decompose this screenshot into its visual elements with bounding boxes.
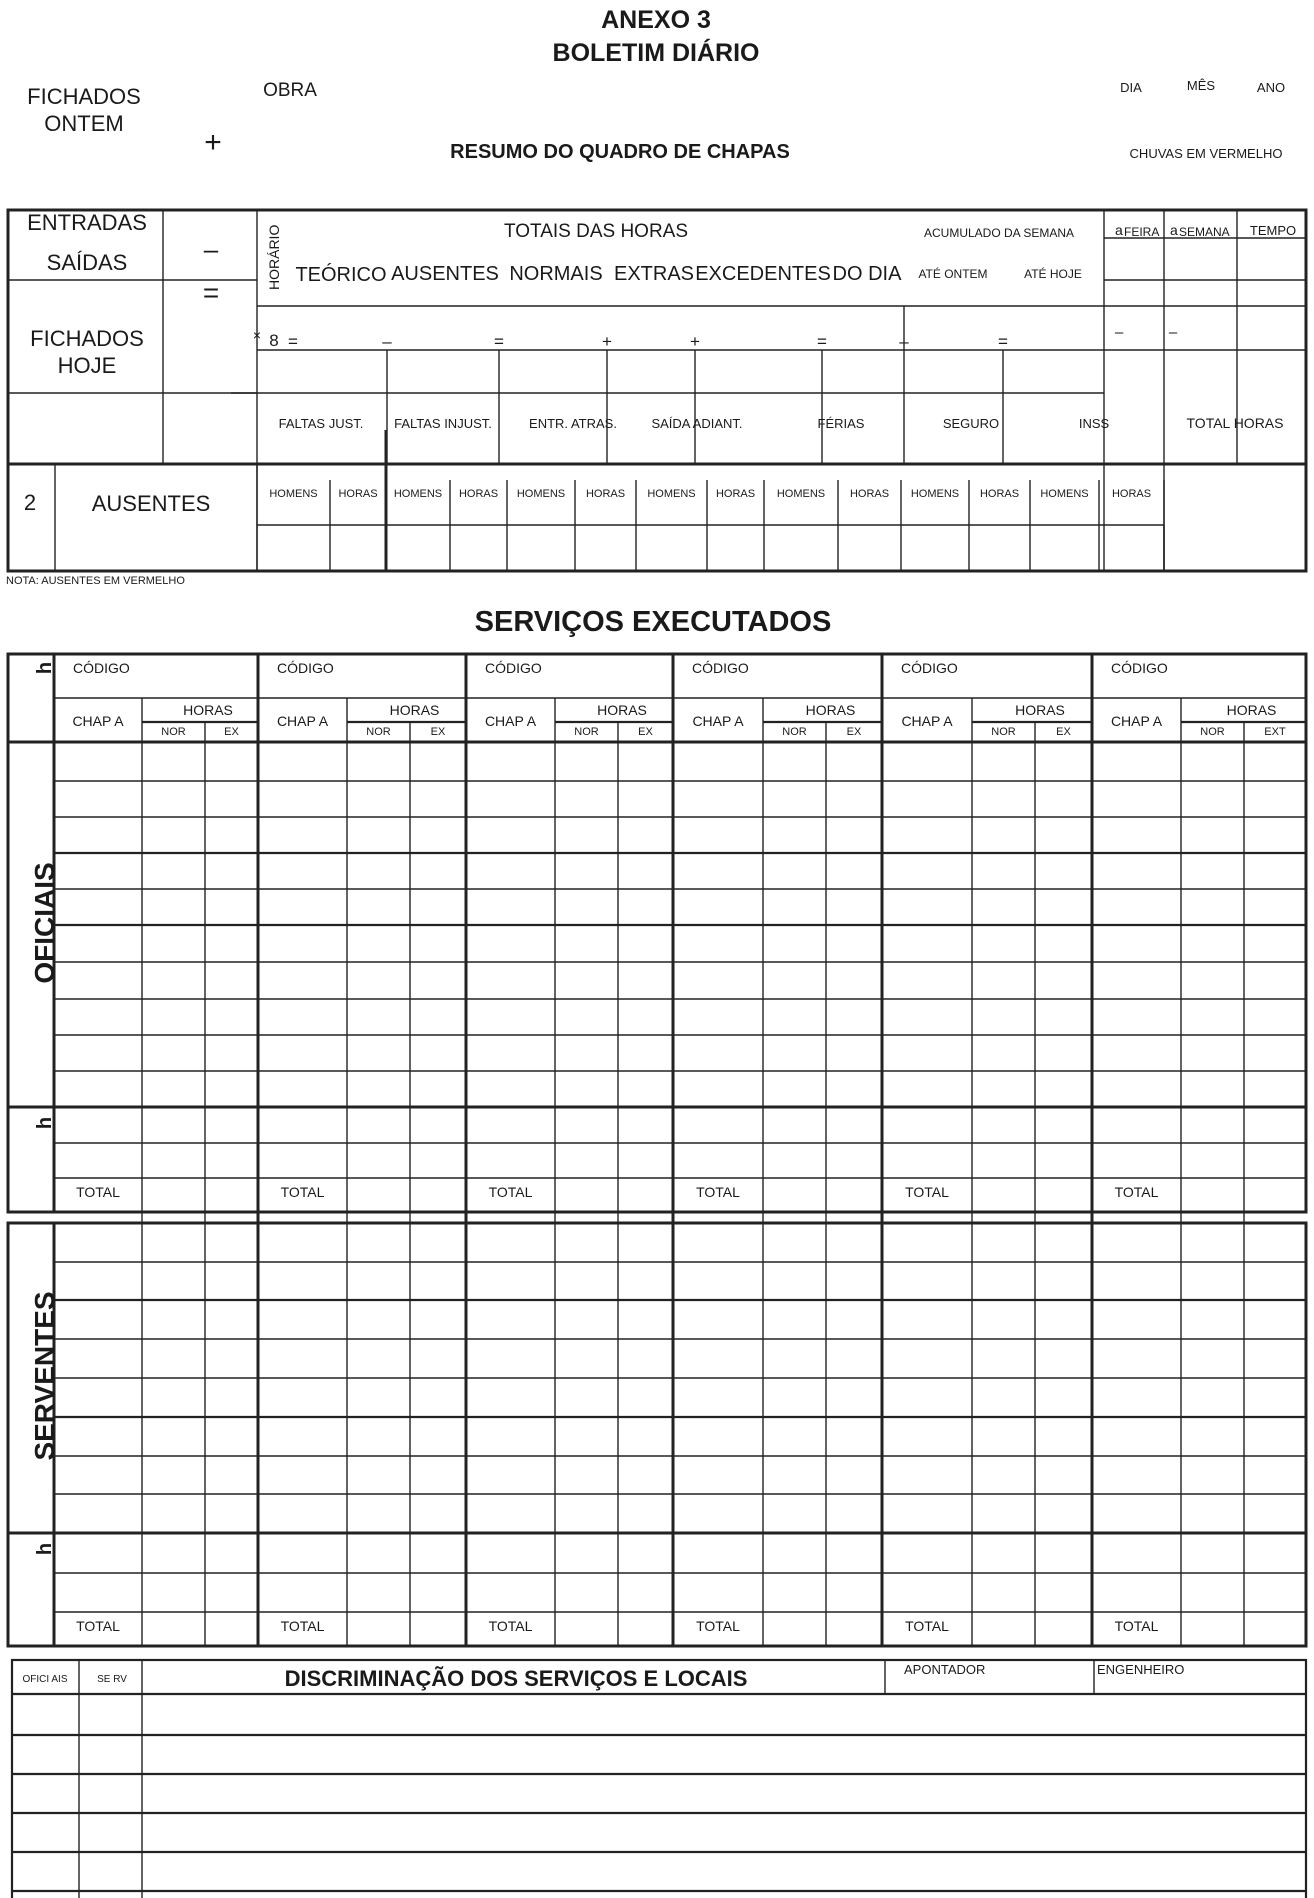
nor-label: NOR bbox=[574, 726, 599, 738]
horas-label: HORAS bbox=[849, 488, 890, 500]
category-ferias: FÉRIAS bbox=[817, 416, 865, 431]
ex-label: EX bbox=[638, 726, 653, 738]
codigo-label: CÓDIGO bbox=[901, 660, 958, 676]
col-teorico: TEÓRICO bbox=[295, 264, 387, 286]
operator: + bbox=[690, 332, 700, 351]
horas-label: HORAS bbox=[1226, 702, 1277, 718]
entradas-label: ENTRADAS bbox=[27, 210, 147, 235]
horas-label: HORAS bbox=[585, 488, 626, 500]
oficiais-label: OFICIAIS bbox=[29, 862, 60, 984]
nor-label: NOR bbox=[161, 726, 186, 738]
col-normais: NORMAIS bbox=[509, 263, 603, 285]
col-ausentes: AUSENTES bbox=[391, 263, 499, 285]
ausentes-label: AUSENTES bbox=[91, 491, 211, 516]
fichados-hoje-label: FICHADOS bbox=[30, 326, 144, 351]
ex-label: EX bbox=[846, 726, 862, 738]
codigo-label: CÓDIGO bbox=[73, 660, 130, 676]
semana-label-sup: a bbox=[1170, 222, 1178, 238]
h-label: h bbox=[34, 661, 56, 675]
totais-horas-label: TOTAIS DAS HORAS bbox=[503, 221, 689, 242]
horas-label: HORAS bbox=[805, 702, 856, 718]
discrim-title: DISCRIMINAÇÃO DOS SERVIÇOS E LOCAIS bbox=[284, 1666, 748, 1691]
engenheiro-label: ENGENHEIRO bbox=[1097, 1662, 1185, 1677]
tempo-label: TEMPO bbox=[1249, 223, 1297, 238]
category-faltas-just: FALTAS JUST. bbox=[278, 416, 364, 431]
total-label: TOTAL bbox=[1114, 1184, 1159, 1200]
discrim-serventes-label: SE RV bbox=[97, 1674, 127, 1685]
minus-sign: – bbox=[203, 234, 219, 264]
resumo-table bbox=[8, 210, 1306, 571]
serventes-frame bbox=[8, 1223, 1306, 1646]
serventes-label: SERVENTES bbox=[29, 1291, 60, 1461]
mes-label: MÊS bbox=[1186, 78, 1216, 93]
homens-label: HOMENS bbox=[1040, 488, 1089, 500]
equals-sign: = bbox=[202, 277, 220, 308]
operator: – bbox=[899, 332, 909, 351]
homens-label: HOMENS bbox=[647, 488, 696, 500]
times-sign: × bbox=[252, 327, 262, 343]
ex-label: EX bbox=[1056, 726, 1071, 738]
homens-label: HOMENS bbox=[910, 488, 960, 500]
category-seguro: SEGURO bbox=[942, 416, 1000, 431]
nor-label: NOR bbox=[366, 726, 391, 738]
total-label: TOTAL bbox=[905, 1618, 949, 1634]
obra-label: OBRA bbox=[263, 80, 317, 101]
apontador-label: APONTADOR bbox=[904, 1662, 986, 1677]
chuvas-label: CHUVAS EM VERMELHO bbox=[1129, 146, 1283, 161]
semana-label: SEMANA bbox=[1179, 225, 1230, 239]
horas-label: HORAS bbox=[338, 488, 378, 500]
saidas-label: SAÍDAS bbox=[46, 250, 128, 275]
servicos-title: SERVIÇOS EXECUTADOS bbox=[474, 606, 832, 638]
chapa-label: CHAP A bbox=[901, 713, 953, 729]
side-minus: – bbox=[1168, 324, 1178, 341]
codigo-label: CÓDIGO bbox=[485, 660, 542, 676]
horario-label: HORÁRIO bbox=[266, 224, 282, 290]
operator: = bbox=[288, 332, 298, 351]
total-label: TOTAL bbox=[488, 1184, 533, 1200]
oficiais-frame bbox=[8, 654, 1306, 1212]
category-saida-adiant: SAÍDA ADIANT. bbox=[651, 416, 743, 431]
h-label: h bbox=[34, 1542, 56, 1556]
horas-label: HORAS bbox=[183, 702, 233, 718]
chapa-label: CHAP A bbox=[692, 713, 744, 729]
nota-ausentes: NOTA: AUSENTES EM VERMELHO bbox=[6, 575, 185, 587]
horas-label: HORAS bbox=[389, 702, 440, 718]
homens-label: HOMENS bbox=[516, 488, 566, 500]
total-label: TOTAL bbox=[696, 1184, 740, 1200]
plus-sign: + bbox=[204, 126, 222, 159]
operator: = bbox=[817, 332, 827, 351]
category-entr-atras: ENTR. ATRAS. bbox=[529, 416, 617, 431]
ex-label: EXT bbox=[1264, 726, 1286, 738]
side-minus: – bbox=[1114, 324, 1124, 341]
ausentes-number: 2 bbox=[23, 490, 37, 515]
horas-label: HORAS bbox=[458, 488, 499, 500]
chapa-label: CHAP A bbox=[484, 713, 537, 729]
operator: – bbox=[382, 332, 392, 351]
fichados-ontem-label: ONTEM bbox=[44, 111, 124, 136]
homens-label: HOMENS bbox=[776, 488, 826, 500]
total-label: TOTAL bbox=[280, 1184, 325, 1200]
category-inss: INSS bbox=[1078, 416, 1110, 431]
homens-label: HOMENS bbox=[393, 488, 443, 500]
homens-label: HOMENS bbox=[269, 488, 318, 500]
total-label: TOTAL bbox=[1114, 1618, 1159, 1634]
ate-hoje-label: ATÉ HOJE bbox=[1024, 267, 1082, 281]
total-label: TOTAL bbox=[905, 1184, 949, 1200]
col-excedentes: EXCEDENTES bbox=[695, 263, 831, 285]
codigo-label: CÓDIGO bbox=[277, 660, 334, 676]
chapa-label: CHAP A bbox=[72, 713, 124, 729]
total-label: TOTAL bbox=[76, 1184, 120, 1200]
servicos-grid bbox=[54, 654, 1306, 1646]
fichados-hoje-label: HOJE bbox=[57, 353, 117, 378]
nor-label: NOR bbox=[991, 726, 1016, 738]
eight-value: 8 bbox=[269, 331, 279, 350]
ex-label: EX bbox=[224, 726, 239, 738]
codigo-label: CÓDIGO bbox=[692, 660, 749, 676]
form-title-line2: BOLETIM DIÁRIO bbox=[552, 39, 760, 67]
horas-label: HORAS bbox=[979, 488, 1020, 500]
feira-label: FEIRA bbox=[1124, 225, 1160, 239]
nor-label: NOR bbox=[782, 726, 807, 738]
discriminacao-table bbox=[12, 1660, 1306, 1898]
ausentes-table bbox=[8, 430, 1306, 571]
ano-label: ANO bbox=[1256, 80, 1286, 95]
operator: = bbox=[494, 332, 504, 351]
horas-label: HORAS bbox=[597, 702, 647, 718]
horas-label: HORAS bbox=[715, 488, 756, 500]
codigo-label: CÓDIGO bbox=[1111, 660, 1168, 676]
col-extras: EXTRAS bbox=[613, 263, 695, 285]
col-do-dia: DO DIA bbox=[832, 263, 902, 285]
horas-label: HORAS bbox=[1015, 702, 1065, 718]
form-title-line1: ANEXO 3 bbox=[601, 6, 711, 34]
total-horas-label: TOTAL HORAS bbox=[1186, 415, 1284, 431]
category-faltas-injust: FALTAS INJUST. bbox=[394, 416, 492, 431]
operator: + bbox=[602, 332, 612, 351]
total-label: TOTAL bbox=[488, 1618, 533, 1634]
resumo-quadro-chapas-label: RESUMO DO QUADRO DE CHAPAS bbox=[450, 141, 790, 163]
discrim-oficiais-label: OFICI AIS bbox=[22, 1674, 68, 1685]
ex-label: EX bbox=[430, 726, 446, 738]
feira-label-sup: a bbox=[1115, 222, 1123, 238]
chapa-label: CHAP A bbox=[276, 713, 329, 729]
h-label: h bbox=[34, 1116, 56, 1130]
total-label: TOTAL bbox=[76, 1618, 120, 1634]
total-label: TOTAL bbox=[280, 1618, 325, 1634]
horas-label: HORAS bbox=[1111, 488, 1152, 500]
total-label: TOTAL bbox=[696, 1618, 740, 1634]
dia-label: DIA bbox=[1120, 80, 1142, 95]
nor-label: NOR bbox=[1200, 726, 1225, 738]
fichados-ontem-label: FICHADOS bbox=[27, 84, 141, 109]
chapa-label: CHAP A bbox=[1110, 713, 1163, 729]
ate-ontem-label: ATÉ ONTEM bbox=[918, 267, 988, 281]
operator: = bbox=[998, 332, 1008, 351]
acumulado-semana-label: ACUMULADO DA SEMANA bbox=[923, 226, 1075, 240]
